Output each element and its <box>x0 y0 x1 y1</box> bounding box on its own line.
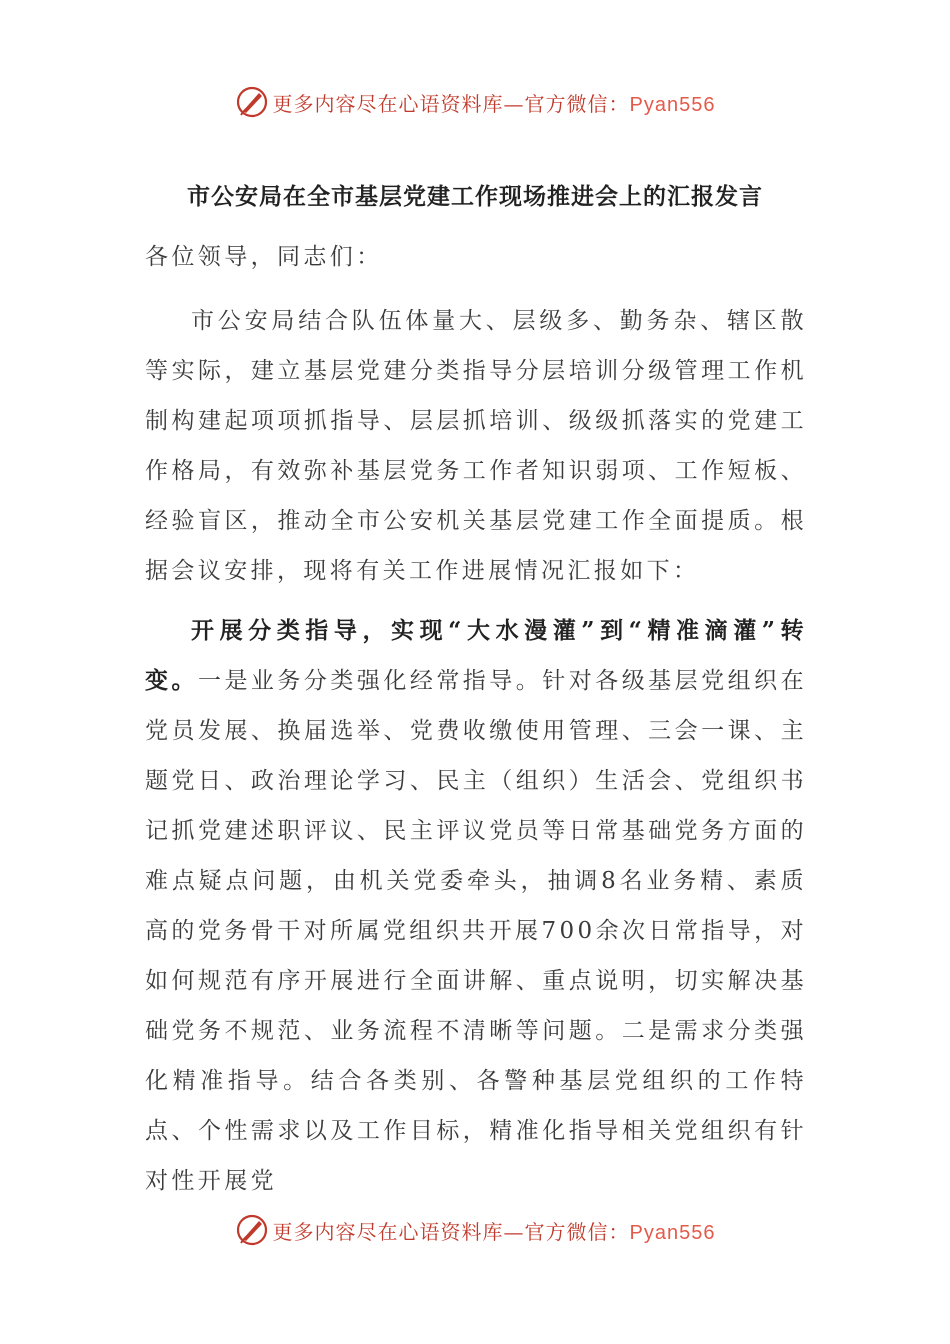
banner-separator: — <box>503 91 525 116</box>
header-banner <box>0 82 950 122</box>
banner-text <box>273 88 716 117</box>
footer-banner <box>0 1210 950 1250</box>
document-title: 市公安局在全市基层党建工作现场推进会上的汇报发言 <box>187 183 763 210</box>
banner-separator: — <box>503 1219 525 1244</box>
salutation: 各位领导，同志们： <box>145 244 383 270</box>
section-paragraph <box>145 606 807 1206</box>
banner-brand: 更多内容尽在心语资料库 <box>272 1219 504 1244</box>
banner-wechat-id: Pyan556 <box>629 93 716 116</box>
quill-logo-icon <box>235 1213 269 1247</box>
banner-wechat-label: 官方微信： <box>524 91 630 116</box>
quill-logo-icon <box>235 85 269 119</box>
banner-text <box>273 1216 716 1245</box>
section-text: 一是业务分类强化经常指导。针对各级基层党组织在党员发展、换届选举、党费收缴使用管理、三会一课、主题党日、政治理论学习、民主（组织）生活会、党组织书记抓党建述职评议、民主评议党员等日常基础党务方面的难点疑点问题，由机关党委牵头，抽调8名业务精、素质高的党务骨干对所属党组织共开展700余次日常指导，对如何规范有序开展进行全面讲解、重点说明，切实解决基础党务不规范、业务流程不清晰等问题。二是需求分类强化精准指导。结合各类别、各警种基层党组织的工作特点、个性需求以及工作目标，精准化指导相关党组织有针对性开展党 <box>145 668 807 1194</box>
banner-brand: 更多内容尽在心语资料库 <box>272 91 504 116</box>
banner-wechat-label: 官方微信： <box>524 1219 630 1244</box>
intro-paragraph: 市公安局结合队伍体量大、层级多、勤务杂、辖区散等实际，建立基层党建分类指导分层培训分级管理工作机制构建起项项抓指导、层层抓培训、级级抓落实的党建工作格局，有效弥补基层党务工作者知识弱项、工作短板、经验盲区，推动全市公安机关基层党建工作全面提质。根据会议安排，现将有关工作进展情况汇报如下： <box>145 308 807 584</box>
section-heading: 开展分类指导，实现“大水漫灌”到“精准滴灌”转变。 <box>145 617 807 694</box>
banner-wechat-id: Pyan556 <box>629 1221 716 1244</box>
